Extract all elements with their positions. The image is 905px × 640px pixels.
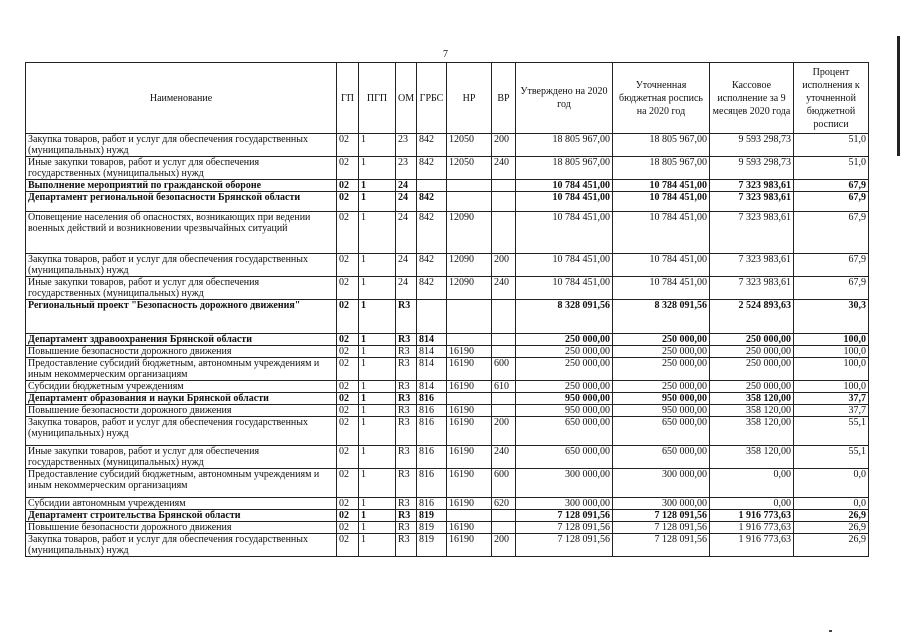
- cell-percent: 55,1: [794, 446, 869, 469]
- cell-approved: 250 000,00: [516, 334, 613, 346]
- cell-gp: 02: [337, 469, 359, 498]
- cell-grbs: 814: [417, 346, 447, 358]
- cell-nr: [447, 192, 492, 212]
- cell-percent: 100,0: [794, 358, 869, 381]
- cell-vr: [492, 212, 516, 254]
- cell-nr: [447, 393, 492, 405]
- name: Предоставление субсидий бюджетным, автономным учреждениям и иным некоммерческим организациям: [26, 358, 337, 381]
- cell-om: 24: [396, 277, 417, 300]
- cell-gp: 02: [337, 498, 359, 510]
- cell-cash: 7 323 983,61: [710, 212, 794, 254]
- cell-vr: [492, 180, 516, 192]
- cell-vr: 620: [492, 498, 516, 510]
- cell-pgp: 1: [359, 346, 396, 358]
- cell-pgp: 1: [359, 393, 396, 405]
- cell-pgp: 1: [359, 510, 396, 522]
- cell-gp: 02: [337, 534, 359, 557]
- cell-om: 24: [396, 192, 417, 212]
- cell-approved: 300 000,00: [516, 498, 613, 510]
- cell-refined: 7 128 091,56: [613, 522, 710, 534]
- cell-approved: 650 000,00: [516, 446, 613, 469]
- cell-pgp: 1: [359, 534, 396, 557]
- cell-vr: [492, 510, 516, 522]
- cell-cash: 9 593 298,73: [710, 157, 794, 180]
- cell-percent: 100,0: [794, 381, 869, 393]
- cell-refined: 650 000,00: [613, 417, 710, 446]
- cell-om: R3: [396, 300, 417, 334]
- cell-gp: 02: [337, 300, 359, 334]
- cell-gp: 02: [337, 192, 359, 212]
- cell-vr: [492, 522, 516, 534]
- cell-pgp: 1: [359, 405, 396, 417]
- name: Департамент образования и науки Брянской области: [26, 393, 337, 405]
- cell-grbs: 816: [417, 469, 447, 498]
- cell-vr: [492, 346, 516, 358]
- cell-vr: 200: [492, 534, 516, 557]
- cell-nr: 16190: [447, 417, 492, 446]
- cell-nr: 16190: [447, 405, 492, 417]
- cell-refined: 10 784 451,00: [613, 212, 710, 254]
- cell-grbs: 842: [417, 212, 447, 254]
- cell-vr: 200: [492, 134, 516, 157]
- cell-pgp: 1: [359, 254, 396, 277]
- cell-gp: 02: [337, 346, 359, 358]
- name: Департамент региональной безопасности Брянской области: [26, 192, 337, 212]
- table-row: [26, 254, 869, 277]
- cell-approved: 18 805 967,00: [516, 157, 613, 180]
- cell-pgp: 1: [359, 212, 396, 254]
- cell-pgp: 1: [359, 192, 396, 212]
- header-nr: НР: [447, 63, 492, 134]
- name: Субсидии бюджетным учреждениям: [26, 381, 337, 393]
- cell-grbs: 814: [417, 334, 447, 346]
- cell-cash: 358 120,00: [710, 393, 794, 405]
- cell-percent: 55,1: [794, 417, 869, 446]
- cell-om: R3: [396, 381, 417, 393]
- table-row: [26, 180, 869, 192]
- cell-om: R3: [396, 393, 417, 405]
- cell-gp: 02: [337, 254, 359, 277]
- header-cash: Кассовое исполнение за 9 месяцев 2020 года: [710, 63, 794, 134]
- cell-nr: 12090: [447, 212, 492, 254]
- cell-gp: 02: [337, 417, 359, 446]
- cell-refined: 650 000,00: [613, 446, 710, 469]
- cell-vr: [492, 334, 516, 346]
- cell-gp: 02: [337, 134, 359, 157]
- cell-grbs: 814: [417, 358, 447, 381]
- cell-percent: 30,3: [794, 300, 869, 334]
- cell-percent: 26,9: [794, 510, 869, 522]
- cell-vr: 240: [492, 157, 516, 180]
- cell-grbs: 842: [417, 254, 447, 277]
- cell-percent: 26,9: [794, 534, 869, 557]
- cell-grbs: 819: [417, 510, 447, 522]
- cell-refined: 10 784 451,00: [613, 277, 710, 300]
- cell-cash: 1 916 773,63: [710, 522, 794, 534]
- cell-cash: 2 524 893,63: [710, 300, 794, 334]
- cell-refined: 300 000,00: [613, 469, 710, 498]
- cell-nr: [447, 180, 492, 192]
- cell-vr: 240: [492, 277, 516, 300]
- cell-percent: 0,0: [794, 469, 869, 498]
- cell-pgp: 1: [359, 300, 396, 334]
- cell-percent: 67,9: [794, 254, 869, 277]
- header-refined: Уточненная бюджетная роспись на 2020 год: [613, 63, 710, 134]
- cell-pgp: 1: [359, 157, 396, 180]
- cell-refined: 950 000,00: [613, 405, 710, 417]
- scan-dot: [829, 630, 832, 632]
- cell-refined: 8 328 091,56: [613, 300, 710, 334]
- cell-vr: [492, 393, 516, 405]
- cell-refined: 300 000,00: [613, 498, 710, 510]
- cell-om: R3: [396, 346, 417, 358]
- table-row: [26, 405, 869, 417]
- cell-approved: 250 000,00: [516, 381, 613, 393]
- table-row: [26, 212, 869, 254]
- header-gp: ГП: [337, 63, 359, 134]
- cell-approved: 7 128 091,56: [516, 534, 613, 557]
- cell-percent: 67,9: [794, 180, 869, 192]
- cell-grbs: 816: [417, 498, 447, 510]
- cell-grbs: [417, 180, 447, 192]
- cell-om: R3: [396, 469, 417, 498]
- cell-refined: 7 128 091,56: [613, 510, 710, 522]
- cell-percent: 100,0: [794, 334, 869, 346]
- cell-grbs: 816: [417, 405, 447, 417]
- cell-om: 23: [396, 134, 417, 157]
- cell-cash: 250 000,00: [710, 381, 794, 393]
- table-row: [26, 358, 869, 381]
- cell-percent: 0,0: [794, 498, 869, 510]
- name: Повышение безопасности дорожного движения: [26, 405, 337, 417]
- name: Закупка товаров, работ и услуг для обеспечения государственных (муниципальных) нужд: [26, 417, 337, 446]
- table-row: [26, 469, 869, 498]
- name: Субсидии автономным учреждениям: [26, 498, 337, 510]
- cell-gp: 02: [337, 212, 359, 254]
- cell-pgp: 1: [359, 134, 396, 157]
- table-row: [26, 277, 869, 300]
- header-vr: ВР: [492, 63, 516, 134]
- name: Иные закупки товаров, работ и услуг для обеспечения государственных (муниципальных) нужд: [26, 446, 337, 469]
- name: Повышение безопасности дорожного движения: [26, 346, 337, 358]
- cell-pgp: 1: [359, 522, 396, 534]
- table-row: [26, 498, 869, 510]
- cell-om: R3: [396, 498, 417, 510]
- cell-approved: 10 784 451,00: [516, 212, 613, 254]
- cell-cash: 1 916 773,63: [710, 534, 794, 557]
- cell-vr: 610: [492, 381, 516, 393]
- cell-vr: 200: [492, 254, 516, 277]
- table-row: [26, 192, 869, 212]
- cell-cash: 0,00: [710, 498, 794, 510]
- cell-approved: 7 128 091,56: [516, 522, 613, 534]
- cell-percent: 67,9: [794, 212, 869, 254]
- table-row: [26, 300, 869, 334]
- cell-pgp: 1: [359, 381, 396, 393]
- cell-gp: 02: [337, 405, 359, 417]
- page-number: 7: [443, 49, 448, 60]
- table-row: [26, 534, 869, 557]
- cell-percent: 51,0: [794, 134, 869, 157]
- header-pgp: ПГП: [359, 63, 396, 134]
- cell-gp: 02: [337, 510, 359, 522]
- cell-vr: 600: [492, 469, 516, 498]
- cell-approved: 10 784 451,00: [516, 192, 613, 212]
- table-row: [26, 417, 869, 446]
- cell-percent: 67,9: [794, 192, 869, 212]
- cell-cash: 250 000,00: [710, 358, 794, 381]
- cell-om: R3: [396, 510, 417, 522]
- cell-cash: 7 323 983,61: [710, 254, 794, 277]
- cell-refined: 250 000,00: [613, 381, 710, 393]
- cell-nr: 16190: [447, 498, 492, 510]
- table-row: [26, 522, 869, 534]
- cell-approved: 250 000,00: [516, 358, 613, 381]
- header-grbs: ГРБС: [417, 63, 447, 134]
- cell-om: R3: [396, 534, 417, 557]
- cell-om: R3: [396, 522, 417, 534]
- cell-refined: 18 805 967,00: [613, 157, 710, 180]
- cell-approved: 10 784 451,00: [516, 180, 613, 192]
- cell-gp: 02: [337, 358, 359, 381]
- cell-percent: 26,9: [794, 522, 869, 534]
- cell-grbs: 816: [417, 393, 447, 405]
- cell-nr: 12090: [447, 254, 492, 277]
- cell-percent: 100,0: [794, 346, 869, 358]
- cell-pgp: 1: [359, 498, 396, 510]
- name: Оповещение населения об опасностях, возникающих при ведении военных действий и возникновении чрезвычайных ситуаций: [26, 212, 337, 254]
- cell-pgp: 1: [359, 334, 396, 346]
- cell-approved: 7 128 091,56: [516, 510, 613, 522]
- cell-approved: 950 000,00: [516, 405, 613, 417]
- cell-om: 24: [396, 254, 417, 277]
- cell-refined: 10 784 451,00: [613, 192, 710, 212]
- cell-percent: 67,9: [794, 277, 869, 300]
- cell-nr: 12090: [447, 277, 492, 300]
- cell-cash: 358 120,00: [710, 446, 794, 469]
- name: Закупка товаров, работ и услуг для обеспечения государственных (муниципальных) нужд: [26, 534, 337, 557]
- cell-cash: 358 120,00: [710, 405, 794, 417]
- cell-approved: 10 784 451,00: [516, 254, 613, 277]
- cell-approved: 10 784 451,00: [516, 277, 613, 300]
- table-row: [26, 134, 869, 157]
- header-name: Наименование: [26, 63, 337, 134]
- cell-approved: 18 805 967,00: [516, 134, 613, 157]
- cell-vr: [492, 405, 516, 417]
- cell-refined: 7 128 091,56: [613, 534, 710, 557]
- cell-pgp: 1: [359, 180, 396, 192]
- cell-grbs: 842: [417, 192, 447, 212]
- name: Иные закупки товаров, работ и услуг для обеспечения государственных (муниципальных) нужд: [26, 157, 337, 180]
- cell-refined: 10 784 451,00: [613, 180, 710, 192]
- table-row: [26, 334, 869, 346]
- table-row: [26, 446, 869, 469]
- cell-percent: 37,7: [794, 405, 869, 417]
- name: Повышение безопасности дорожного движения: [26, 522, 337, 534]
- name: Региональный проект "Безопасность дорожного движения": [26, 300, 337, 334]
- cell-pgp: 1: [359, 277, 396, 300]
- cell-cash: 7 323 983,61: [710, 192, 794, 212]
- cell-gp: 02: [337, 180, 359, 192]
- header-om: ОМ: [396, 63, 417, 134]
- cell-refined: 250 000,00: [613, 358, 710, 381]
- cell-nr: 16190: [447, 469, 492, 498]
- cell-pgp: 1: [359, 358, 396, 381]
- cell-cash: 9 593 298,73: [710, 134, 794, 157]
- cell-vr: 240: [492, 446, 516, 469]
- name: Выполнение мероприятий по гражданской обороне: [26, 180, 337, 192]
- cell-nr: [447, 334, 492, 346]
- header-approved: Утверждено на 2020 год: [516, 63, 613, 134]
- cell-grbs: 819: [417, 534, 447, 557]
- cell-gp: 02: [337, 446, 359, 469]
- cell-grbs: 819: [417, 522, 447, 534]
- cell-grbs: 842: [417, 277, 447, 300]
- cell-nr: 16190: [447, 446, 492, 469]
- cell-om: R3: [396, 334, 417, 346]
- cell-nr: 12050: [447, 134, 492, 157]
- cell-nr: 16190: [447, 381, 492, 393]
- table-body: [26, 134, 869, 557]
- table-row: [26, 157, 869, 180]
- cell-gp: 02: [337, 157, 359, 180]
- cell-vr: [492, 192, 516, 212]
- cell-approved: 650 000,00: [516, 417, 613, 446]
- table-row: [26, 381, 869, 393]
- cell-grbs: 842: [417, 157, 447, 180]
- cell-om: 24: [396, 212, 417, 254]
- cell-nr: [447, 300, 492, 334]
- budget-table: [25, 62, 869, 557]
- cell-nr: 16190: [447, 522, 492, 534]
- cell-nr: 16190: [447, 534, 492, 557]
- cell-pgp: 1: [359, 446, 396, 469]
- cell-nr: 16190: [447, 358, 492, 381]
- cell-approved: 250 000,00: [516, 346, 613, 358]
- cell-vr: 600: [492, 358, 516, 381]
- cell-gp: 02: [337, 277, 359, 300]
- cell-gp: 02: [337, 522, 359, 534]
- cell-pgp: 1: [359, 417, 396, 446]
- scan-edge-mark: [897, 36, 900, 156]
- cell-refined: 10 784 451,00: [613, 254, 710, 277]
- name: Департамент строительства Брянской области: [26, 510, 337, 522]
- cell-om: R3: [396, 446, 417, 469]
- cell-grbs: [417, 300, 447, 334]
- cell-om: 24: [396, 180, 417, 192]
- cell-cash: 0,00: [710, 469, 794, 498]
- cell-cash: 7 323 983,61: [710, 180, 794, 192]
- cell-om: R3: [396, 405, 417, 417]
- name: Закупка товаров, работ и услуг для обеспечения государственных (муниципальных) нужд: [26, 134, 337, 157]
- cell-om: R3: [396, 417, 417, 446]
- cell-approved: 950 000,00: [516, 393, 613, 405]
- header-percent: Процент исполнения к уточненной бюджетной росписи: [794, 63, 869, 134]
- cell-refined: 950 000,00: [613, 393, 710, 405]
- cell-grbs: 816: [417, 446, 447, 469]
- cell-cash: 250 000,00: [710, 346, 794, 358]
- cell-refined: 250 000,00: [613, 346, 710, 358]
- cell-grbs: 814: [417, 381, 447, 393]
- table-row: [26, 510, 869, 522]
- cell-approved: 300 000,00: [516, 469, 613, 498]
- name: Закупка товаров, работ и услуг для обеспечения государственных (муниципальных) нужд: [26, 254, 337, 277]
- cell-cash: 1 916 773,63: [710, 510, 794, 522]
- cell-percent: 51,0: [794, 157, 869, 180]
- cell-nr: 12050: [447, 157, 492, 180]
- cell-om: R3: [396, 358, 417, 381]
- table-row: [26, 393, 869, 405]
- cell-grbs: 842: [417, 134, 447, 157]
- cell-grbs: 816: [417, 417, 447, 446]
- cell-percent: 37,7: [794, 393, 869, 405]
- name: Предоставление субсидий бюджетным, автономным учреждениям и иным некоммерческим организациям: [26, 469, 337, 498]
- cell-gp: 02: [337, 334, 359, 346]
- name: Иные закупки товаров, работ и услуг для обеспечения государственных (муниципальных) нужд: [26, 277, 337, 300]
- cell-cash: 250 000,00: [710, 334, 794, 346]
- table-header-row: [26, 63, 869, 134]
- cell-cash: 358 120,00: [710, 417, 794, 446]
- cell-refined: 18 805 967,00: [613, 134, 710, 157]
- cell-nr: [447, 510, 492, 522]
- cell-refined: 250 000,00: [613, 334, 710, 346]
- cell-nr: 16190: [447, 346, 492, 358]
- cell-om: 23: [396, 157, 417, 180]
- cell-cash: 7 323 983,61: [710, 277, 794, 300]
- cell-pgp: 1: [359, 469, 396, 498]
- cell-approved: 8 328 091,56: [516, 300, 613, 334]
- cell-gp: 02: [337, 381, 359, 393]
- table-row: [26, 346, 869, 358]
- name: Департамент здравоохранения Брянской области: [26, 334, 337, 346]
- cell-vr: 200: [492, 417, 516, 446]
- cell-vr: [492, 300, 516, 334]
- cell-gp: 02: [337, 393, 359, 405]
